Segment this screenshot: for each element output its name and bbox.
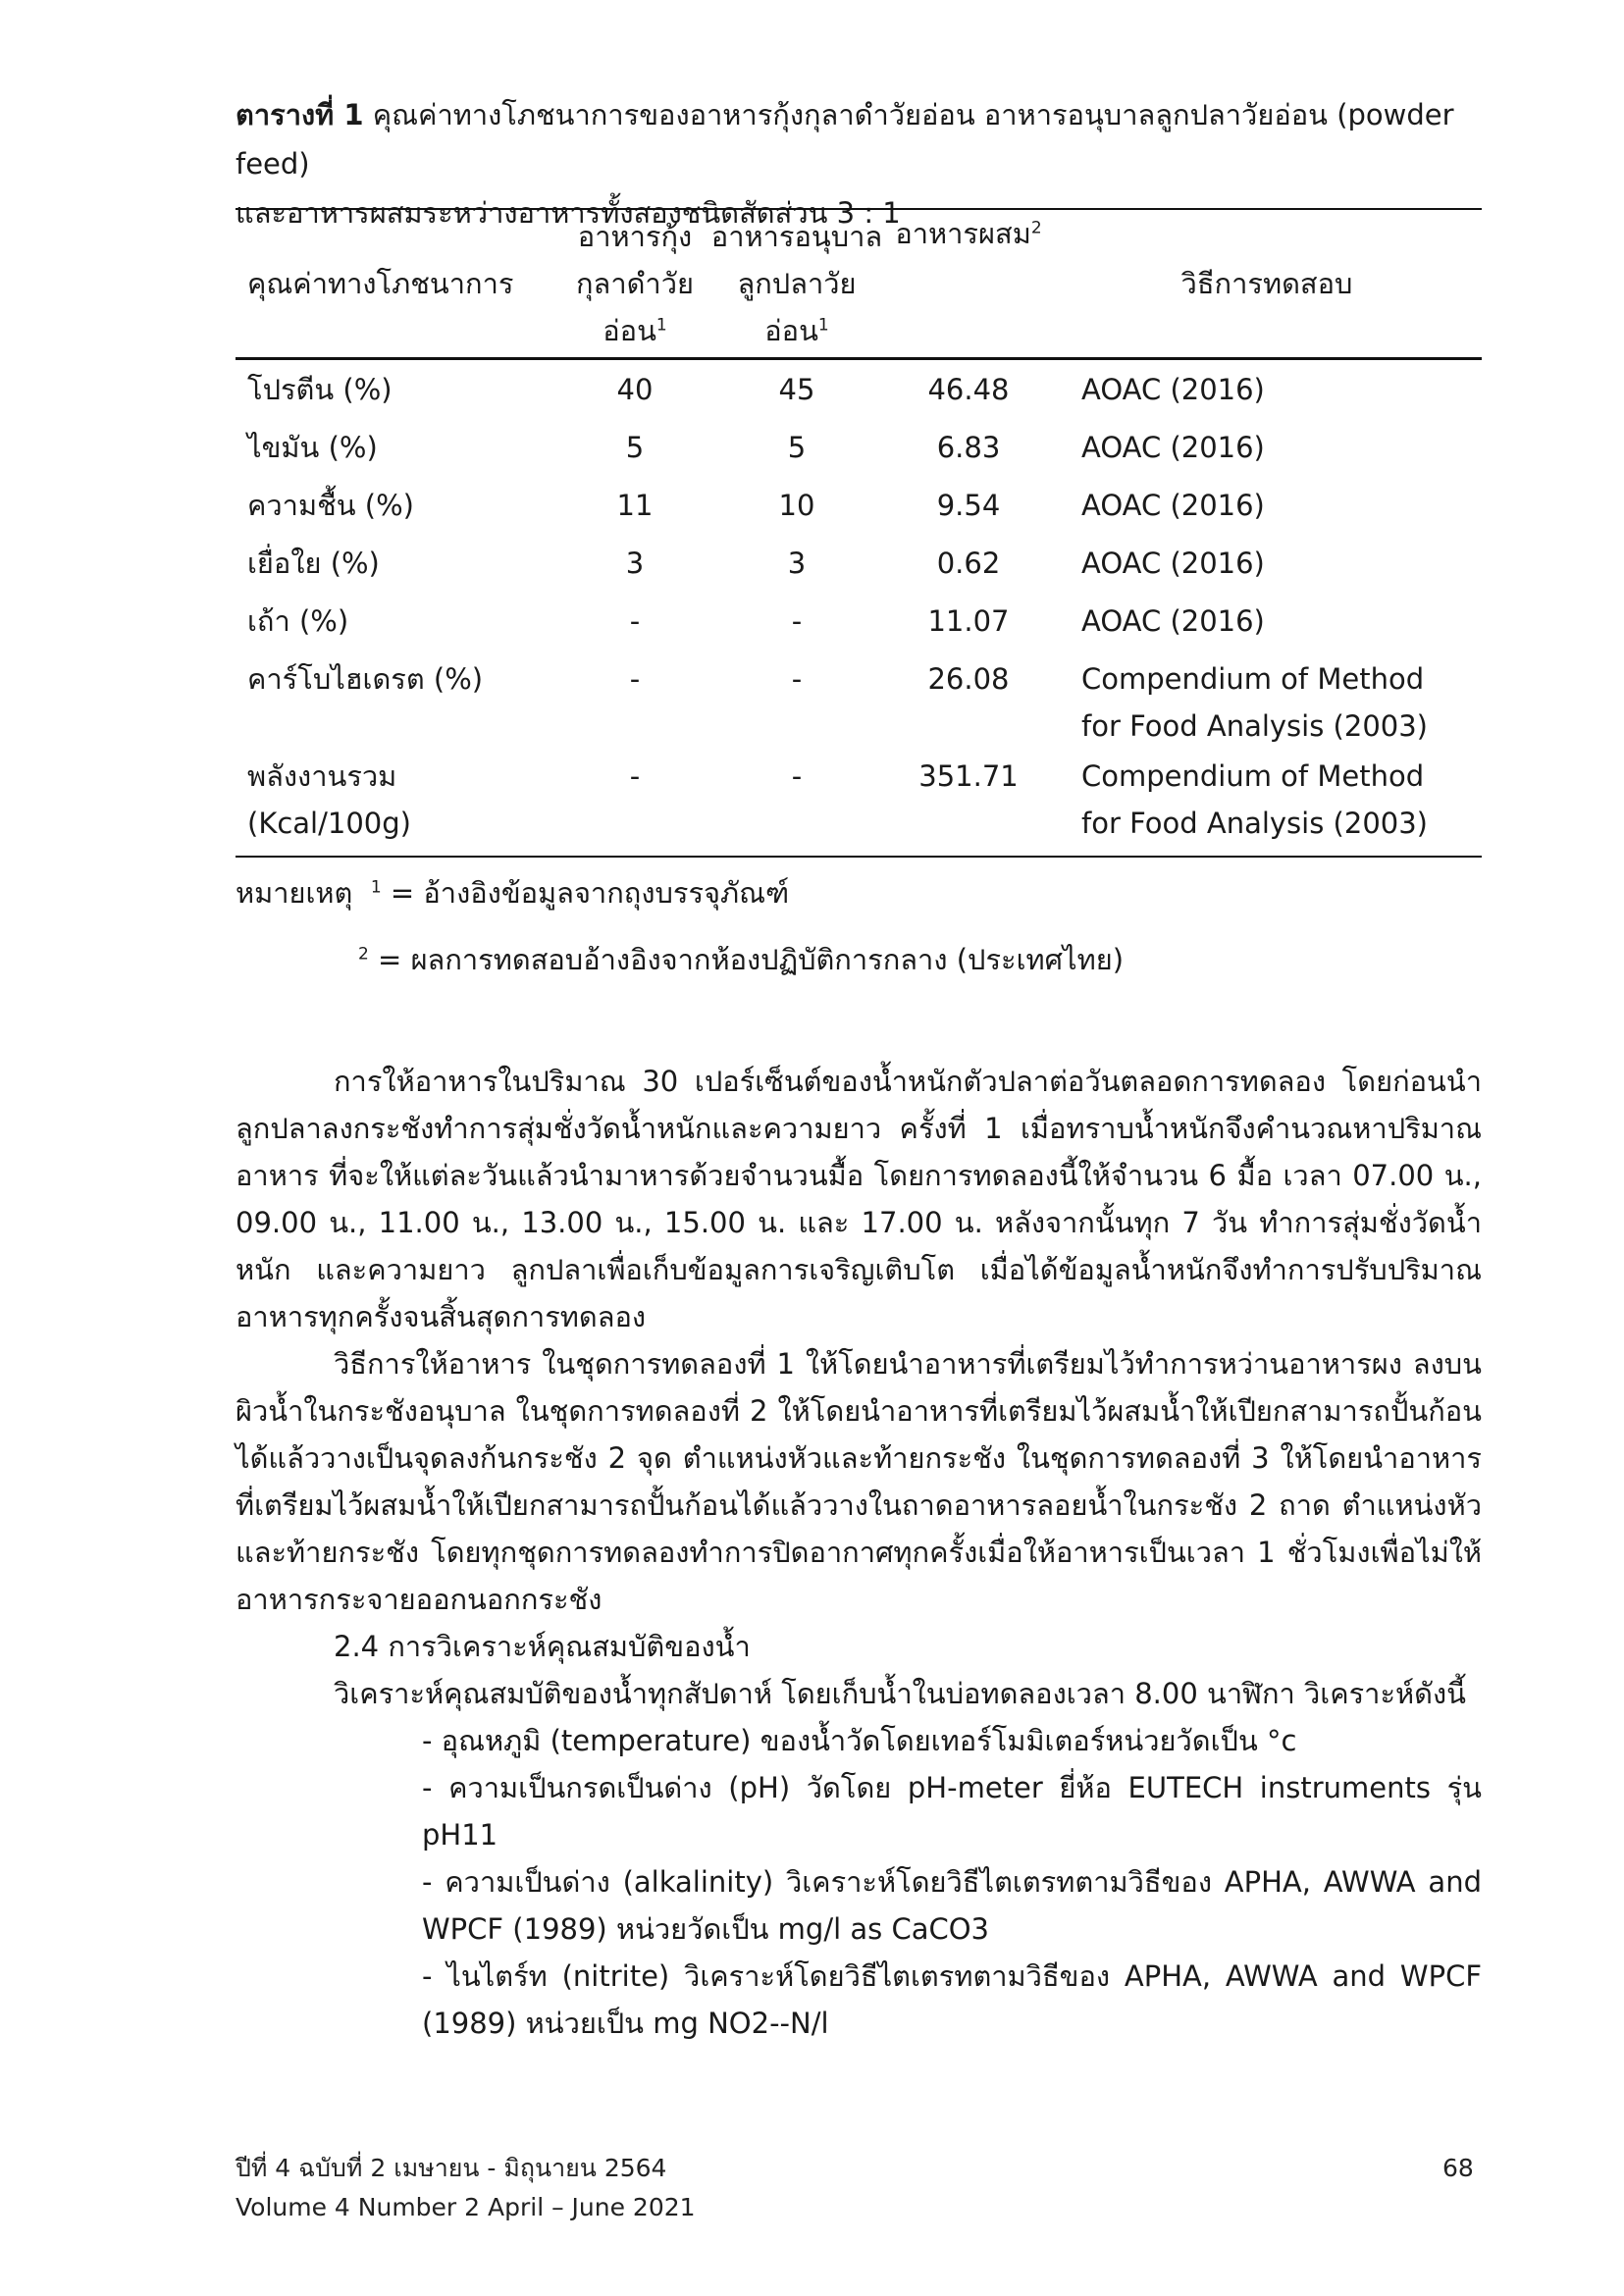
cell-mixed: 26.08 (927, 662, 1010, 696)
note-1: หมายเหตุ $^1$ = อ้างอิงข้อมูลจากถุงบรรจุภัณฑ์ (236, 876, 790, 910)
cell-fish: 5 (787, 431, 807, 464)
section-intro: วิเคราะห์คุณสมบัติของน้ำทุกสัปดาห์ โดยเก็บน้ำในบ่อทดลองเวลา 8.00 นาฬิกา วิเคราะห์ดังนี้ (334, 1677, 1466, 1710)
cell-method: AOAC (2016) (1081, 489, 1265, 522)
cell-shrimp: - (629, 759, 641, 793)
cell-name: เถ้า (%) (247, 604, 349, 638)
cell-fish: - (791, 604, 803, 638)
cell-method: Compendium of Method for Food Analysis (2003) (1081, 759, 1428, 840)
cell-name: โปรตีน (%) (247, 373, 393, 406)
table-notes (236, 869, 1124, 983)
nutrition-table (236, 208, 1482, 858)
list-item: - ไนไตร์ท (nitrite) วิเคราะห์โดยวิธีไตเตรทตามวิธีของ APHA, AWWA and WPCF (1989) หน่วยเป็น mg NO2--N/l (422, 1959, 1482, 2040)
note-2: $^2$ = ผลการทดสอบอ้างอิงจากห้องปฏิบัติการกลาง (ประเทศไทย) (358, 943, 1125, 976)
table-header-row (236, 209, 1482, 359)
caption-text-line2: และอาหารผสมระหว่างอาหารทั้งสองชนิดสัดส่วน 3 : 1 (236, 196, 901, 230)
cell-mixed: 46.48 (927, 373, 1010, 406)
cell-fish: 45 (778, 373, 815, 406)
paragraph-feeding-method: วิธีการให้อาหาร ในชุดการทดลองที่ 1 ให้โดยนำอาหารที่เตรียมไว้ทำการหว่านอาหารผง ลงบนผิวน้ำในกระชังอนุบาล ในชุดการทดลองที่ 2 ให้โดยนำอาหารที่เตรียมไว้ผสมน้ำให้เปียกสามารถปั้นก้อนได้แล้ววางเป็นจุดลงก้นกระชัง 2 จุด ตำแหน่งหัวและท้ายกระชัง ในชุดการทดลองที่ 3 ให้โดยนำอาหารที่เตรียมไว้ผสมน้ำให้เปียกสามารถปั้นก้อนได้แล้ววางในถาดอาหารลอยน้ำในกระชัง 2 ถาด ตำแหน่งหัวและท้ายกระชัง โดยทุกชุดการทดลองทำการปิดอากาศทุกครั้งเมื่อให้อาหารเป็นเวลา 1 ชั่วโมงเพื่อไม่ให้อาหารกระจายออกนอกกระชัง (236, 1347, 1482, 1616)
page-footer (236, 2149, 696, 2227)
table-row (236, 655, 1482, 753)
cell-mixed: 9.54 (936, 489, 1001, 522)
cell-fish: 3 (787, 547, 807, 580)
cell-mixed: 0.62 (936, 547, 1001, 580)
cell-shrimp: 11 (616, 489, 654, 522)
paragraph-feeding: การให้อาหารในปริมาณ 30 เปอร์เซ็นต์ของน้ำหนักตัวปลาต่อวันตลอดการทดลอง โดยก่อนนำลูกปลาลงกระชังทำการสุ่มชั่งวัดน้ำหนักและความยาว ครั้งที่ 1 เมื่อทราบน้ำหนักจึงคำนวณหาปริมาณอาหาร ที่จะให้แต่ละวันแล้วนำมาหารด้วยจำนวนมื้อ โดยการทดลองนี้ให้จำนวน 6 มื้อ เวลา 07.00 น., 09.00 น., 11.00 น., 13.00 น., 15.00 น. และ 17.00 น. หลังจากนั้นทุก 7 วัน ทำการสุ่มชั่งวัดน้ำหนัก และความยาว ลูกปลาเพื่อเก็บข้อมูลการเจริญเติบโต เมื่อได้ข้อมูลน้ำหนักจึงทำการปรับปริมาณอาหารทุกครั้งจนสิ้นสุดการทดลอง (236, 1065, 1482, 1333)
cell-name: ความชื้น (%) (247, 489, 414, 522)
table-row (236, 540, 1482, 598)
table-row (236, 753, 1482, 857)
cell-mixed: 6.83 (936, 431, 1001, 464)
page-number: 68 (1442, 2154, 1474, 2182)
cell-method: AOAC (2016) (1081, 547, 1265, 580)
body-text (236, 1058, 1482, 2047)
header-mixed-feed: อาหารผสม$^2$ (895, 217, 1042, 250)
cell-mixed: 11.07 (927, 604, 1010, 638)
cell-fish: 10 (778, 489, 815, 522)
table-row (236, 359, 1482, 425)
cell-shrimp: 5 (625, 431, 645, 464)
list-item: - ความเป็นกรดเป็นด่าง (pH) วัดโดย pH-meter ยี่ห้อ EUTECH instruments รุ่น pH11 (422, 1771, 1482, 1852)
cell-method: AOAC (2016) (1081, 604, 1265, 638)
cell-fish: - (791, 759, 803, 793)
footer-english: Volume 4 Number 2 April – June 2021 (236, 2193, 696, 2221)
cell-name: ไขมัน (%) (247, 431, 378, 464)
section-heading: 2.4 การวิเคราะห์คุณสมบัติของน้ำ (334, 1630, 751, 1663)
table-row (236, 482, 1482, 540)
caption-label: ตารางที่ 1 (236, 98, 364, 131)
cell-method: AOAC (2016) (1081, 373, 1265, 406)
cell-name: คาร์โบไฮเดรต (%) (247, 662, 484, 696)
cell-shrimp: 3 (625, 547, 645, 580)
cell-name: เยื่อใย (%) (247, 547, 380, 580)
header-fish-feed: อาหารอนุบาล ลูกปลาวัย อ่อน$^1$ (710, 220, 883, 347)
header-nutrition: คุณค่าทางโภชนาการ (247, 267, 514, 300)
cell-shrimp: - (629, 662, 641, 696)
cell-shrimp: - (629, 604, 641, 638)
cell-fish: - (791, 662, 803, 696)
cell-name: พลังงานรวม (Kcal/100g) (247, 759, 411, 840)
caption-text-line1: คุณค่าทางโภชนาการของอาหารกุ้งกุลาดำวัยอ่อน อาหารอนุบาลลูกปลาวัยอ่อน (powder feed) (236, 98, 1454, 181)
table-row (236, 598, 1482, 655)
list-item: - ความเป็นด่าง (alkalinity) วิเคราะห์โดยวิธีไตเตรทตามวิธีของ APHA, AWWA and WPCF (1989) หน่วยวัดเป็น mg/l as CaCO3 (422, 1865, 1482, 1946)
cell-method: AOAC (2016) (1081, 431, 1265, 464)
header-shrimp-feed: อาหารกุ้ง กุลาดำวัย อ่อน$^1$ (575, 220, 694, 347)
header-test-method: วิธีการทดสอบ (1180, 267, 1353, 300)
cell-method: Compendium of Method for Food Analysis (2003) (1081, 662, 1428, 743)
cell-mixed: 351.71 (918, 759, 1019, 793)
cell-shrimp: 40 (616, 373, 654, 406)
list-item: - อุณหภูมิ (temperature) ของน้ำวัดโดยเทอร์โมมิเตอร์หน่วยวัดเป็น °c (422, 1724, 1297, 1757)
table-row (236, 424, 1482, 482)
notes-label: หมายเหตุ (236, 876, 353, 910)
footer-thai: ปีที่ 4 ฉบับที่ 2 เมษายน - มิถุนายน 2564 (236, 2154, 667, 2182)
